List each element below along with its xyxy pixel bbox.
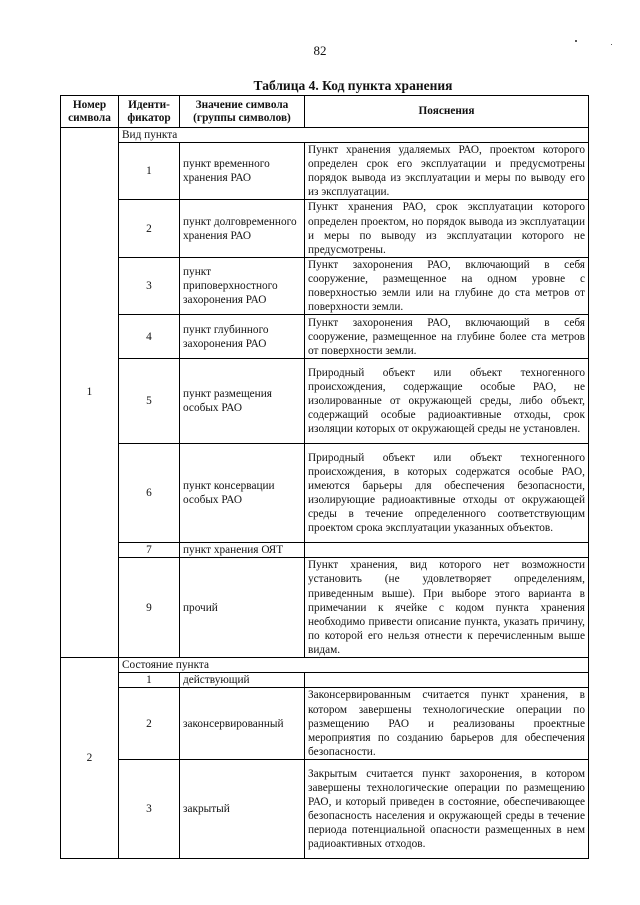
table-row [61,315,589,359]
identifier-cell: 2 [119,688,180,760]
explanation-cell: Природный объект или объект техногенного происхождения, содержащие особые РАО, не изолированные от окружающей среды, либо объект, содержащий особые радиоактивные отходы, срок изоляции которых от окружающей среды не установлен. [305,359,589,444]
explanation-cell: Пункт хранения РАО, срок эксплуатации которого определен проектом, но порядок вывода из эксплуатации и меры по выводу из эксплуатации которого не предусмотрены. [305,200,589,257]
value-cell: закрытый [180,760,305,859]
header-identifier: Иденти-фикатор [119,96,180,128]
explanation-cell: Законсервированным считается пункт хранения, в котором завершены технологические операции по размещению РАО и реализованы проектные мероприятия по созданию барьеров для обеспечения безопасности. [305,688,589,760]
identifier-cell: 9 [119,558,180,658]
identifier-cell: 4 [119,315,180,359]
identifier-cell: 3 [119,257,180,314]
table-row [61,558,589,658]
section-title: Вид пункта [119,128,589,143]
value-cell: пункт временного хранения РАО [180,143,305,200]
value-cell: пункт глубинного захоронения РАО [180,315,305,359]
value-cell: пункт консервации особых РАО [180,444,305,543]
table-row [61,257,589,314]
identifier-cell: 6 [119,444,180,543]
explanation-cell: Пункт хранения удаляемых РАО, проектом которого определен срок его эксплуатации и предусмотрены порядок вывода из эксплуатации и меры по выводу его из эксплуатации. [305,143,589,200]
table-header-row [61,96,589,128]
value-cell: прочий [180,558,305,658]
value-cell: пункт размещения особых РАО [180,359,305,444]
page-number: 82 [313,43,327,58]
table-row [61,688,589,760]
value-cell: действующий [180,673,305,688]
header-explanation: Пояснения [305,96,589,128]
table-row [61,673,589,688]
identifier-cell: 1 [119,143,180,200]
table-title: Таблица 4. Код пункта хранения [253,78,453,93]
value-cell: законсервированный [180,688,305,760]
identifier-cell: 1 [119,673,180,688]
header-value: Значение символа (группы символов) [180,96,305,128]
symbol-number: 2 [61,657,119,858]
scan-speck [611,44,612,45]
scan-speck [575,40,577,42]
section-row [61,657,589,672]
section-row [61,128,589,143]
identifier-cell: 3 [119,760,180,859]
symbol-number: 1 [61,128,119,658]
explanation-cell [305,543,589,558]
storage-point-code-table [60,95,589,859]
section-title: Состояние пункта [119,657,589,672]
explanation-cell: Природный объект или объект техногенного происхождения, в которых содержатся особые РАО, имеются барьеры для обеспечения безопасности, изолирующие радиоактивные отходы от окружающей среды в течение определенного соответствующим проектом срока эксплуатации указанных объектов. [305,444,589,543]
explanation-cell: Закрытым считается пункт захоронения, в котором завершены технологические операции по размещению РАО, и который приведен в состояние, обеспечивающее безопасность населения и окружающей среды в течение периода потенциальной опасности размещенных в нем радиоактивных отходов. [305,760,589,859]
value-cell: пункт приповерхностного захоронения РАО [180,257,305,314]
table-row [61,543,589,558]
identifier-cell: 7 [119,543,180,558]
explanation-cell: Пункт захоронения РАО, включающий в себя сооружение, размещенное на одном уровне с поверхностью земли или на глубине до ста метров от поверхности земли. [305,257,589,314]
table-row [61,143,589,200]
value-cell: пункт долговременного хранения РАО [180,200,305,257]
identifier-cell: 2 [119,200,180,257]
table-row [61,760,589,859]
header-number: Номер символа [61,96,119,128]
table-row [61,200,589,257]
value-cell: пункт хранения ОЯТ [180,543,305,558]
explanation-cell: Пункт хранения, вид которого нет возможности установить (не удовлетворяет определениям, приведенным выше). При выборе этого варианта в примечании к ячейке с кодом пункта хранения необходимо привести описание пункта, указать причину, по которой его нельзя отнести к перечисленным выше видам. [305,558,589,658]
table-row [61,359,589,444]
table-row [61,444,589,543]
explanation-cell: Пункт захоронения РАО, включающий в себя сооружение, размещенное на глубине более ста метров от поверхности земли. [305,315,589,359]
identifier-cell: 5 [119,359,180,444]
explanation-cell [305,673,589,688]
